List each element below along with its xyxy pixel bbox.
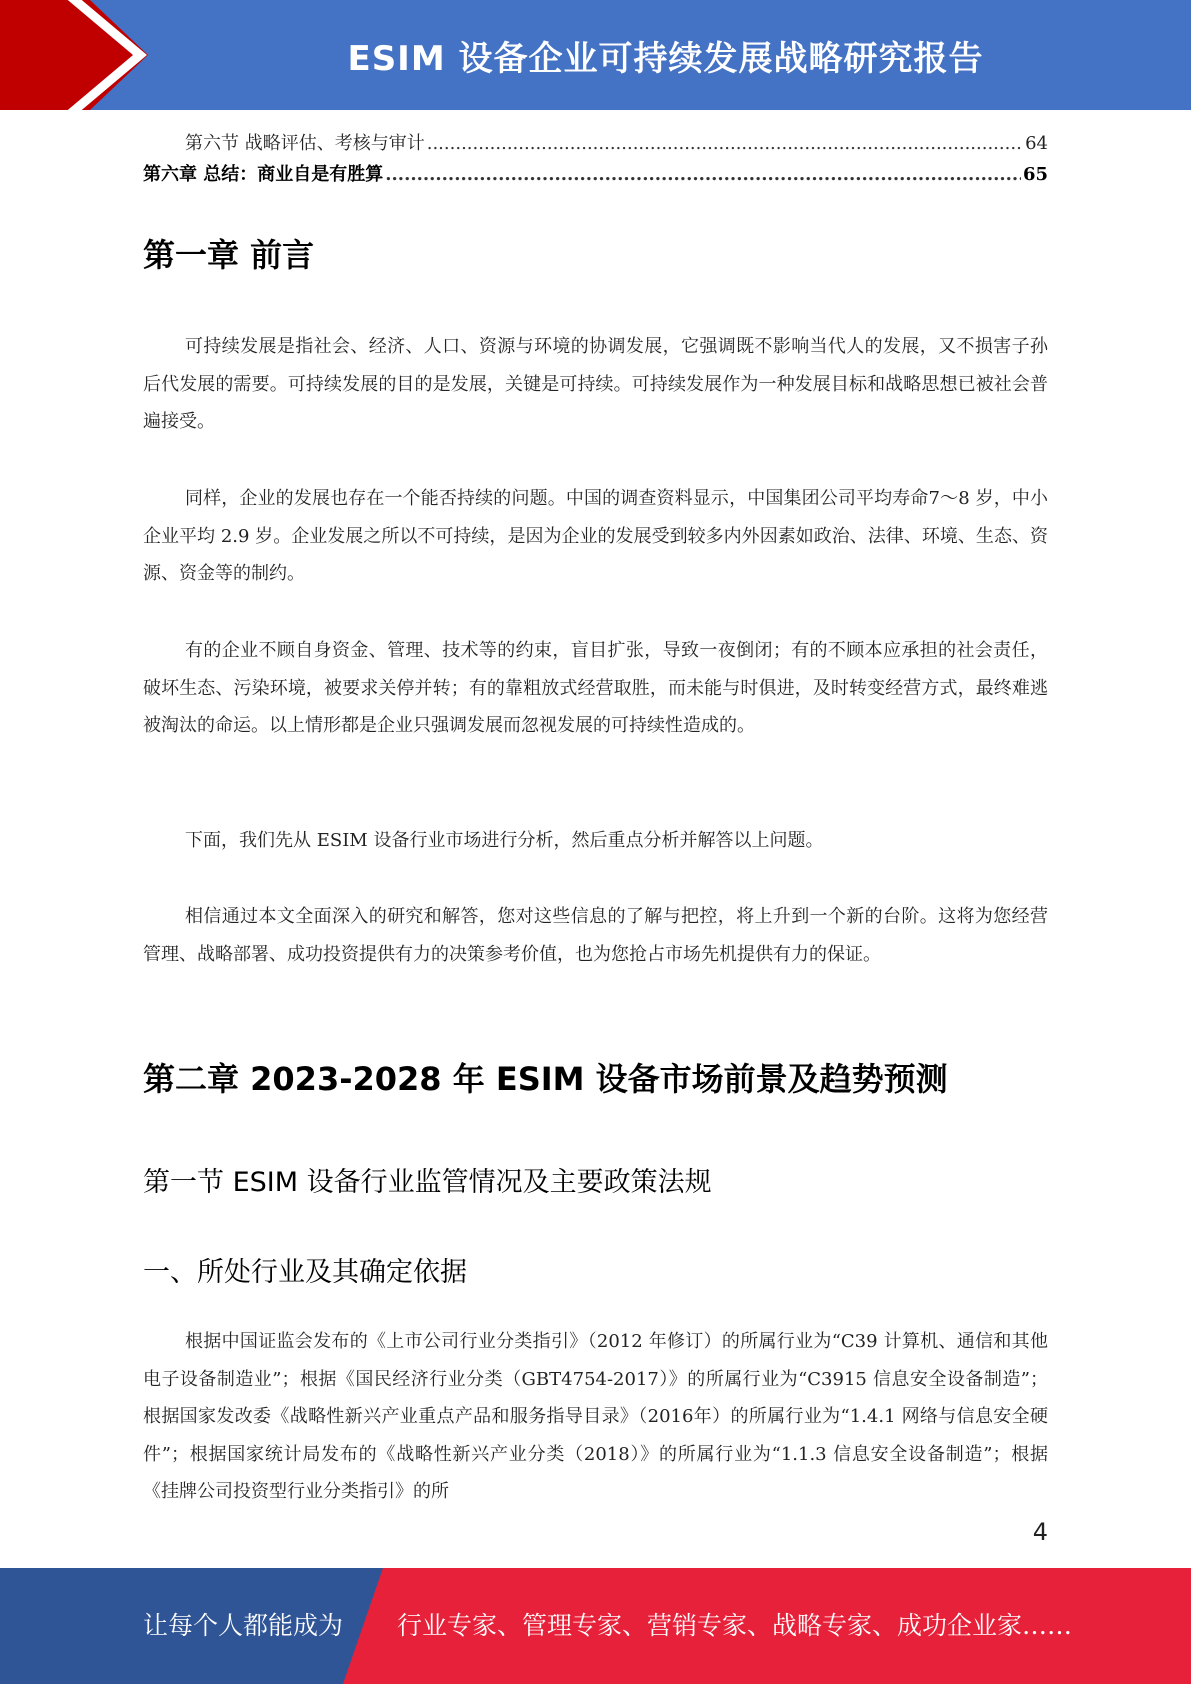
toc-entry-page: 64 xyxy=(1025,133,1048,154)
subsection-heading-block xyxy=(143,1250,1048,1289)
subsection-title: 一、所处行业及其确定依据 xyxy=(143,1257,467,1288)
footer-slogan-left: 让每个人都能成为 xyxy=(143,1611,344,1640)
report-title: ESIM 设备企业可持续发展战略研究报告 xyxy=(347,38,984,79)
body-paragraph: 同样，企业的发展也存在一个能否持续的问题。中国的调查资料显示，中国集团公司平均寿命7～8 岁，中小企业平均 2.9 岁。企业发展之所以不可持续，是因为企业的发展受到较多内外因素如政治、法律、环境、生态、资源、资金等的制约。 xyxy=(143,488,1048,584)
chapter-2-heading-block xyxy=(143,1054,1048,1100)
table-of-contents xyxy=(143,128,1048,190)
toc-entry[interactable] xyxy=(143,128,1048,159)
chapter-1-paragraph-2 xyxy=(143,480,1048,593)
chapter-1-paragraph-3 xyxy=(143,632,1048,745)
chapter-2-paragraph-1 xyxy=(143,1323,1048,1511)
chapter-title: 第一章 前言 xyxy=(143,236,315,274)
toc-entry-page: 65 xyxy=(1022,164,1048,185)
toc-leader-dots xyxy=(427,128,1023,159)
body-paragraph: 可持续发展是指社会、经济、人口、资源与环境的协调发展，它强调既不影响当代人的发展，又不损害子孙后代发展的需要。可持续发展的目的是发展，关键是可持续。可持续发展作为一种发展目标和战略思想已被社会普遍接受。 xyxy=(143,336,1048,432)
section-title: 第一节 ESIM 设备行业监管情况及主要政策法规 xyxy=(143,1167,712,1198)
toc-entry-label: 第六章 总结：商业自是有胜算 xyxy=(143,164,384,185)
body-paragraph: 相信通过本文全面深入的研究和解答，您对这些信息的了解与把控，将上升到一个新的台阶。这将为您经营管理、战略部署、成功投资提供有力的决策参考价值，也为您抢占市场先机提供有力的保证。 xyxy=(143,906,1048,965)
body-paragraph: 下面，我们先从 ESIM 设备行业市场进行分析，然后重点分析并解答以上问题。 xyxy=(185,830,824,851)
chapter-1-paragraph-4 xyxy=(143,822,1048,860)
chapter-1-heading-block xyxy=(143,230,1048,276)
chapter-1-paragraph-1 xyxy=(143,328,1048,441)
body-paragraph: 有的企业不顾自身资金、管理、技术等的约束，盲目扩张，导致一夜倒闭；有的不顾本应承担的社会责任，破坏生态、污染环境，被要求关停并转；有的靠粗放式经营取胜，而未能与时俱进，及时转变经营方式，最终难逃被淘汰的命运。以上情形都是企业只强调发展而忽视发展的可持续性造成的。 xyxy=(143,640,1048,736)
footer-slogan-right: 行业专家、管理专家、营销专家、战略专家、成功企业家…… xyxy=(397,1611,1073,1640)
page-number: 4 xyxy=(1032,1518,1048,1546)
footer-banner xyxy=(0,1568,1191,1684)
chapter-title: 第二章 2023-2028 年 ESIM 设备市场前景及趋势预测 xyxy=(143,1060,948,1098)
body-paragraph: 根据中国证监会发布的《上市公司行业分类指引》（2012 年修订）的所属行业为“C39 计算机、通信和其他电子设备制造业”；根据《国民经济行业分类（GBT4754-2017）》的所属行业为“C3915 信息安全设备制造”；根据国家发改委《战略性新兴产业重点产品和服务指导目录》（2016年）的所属行业为“1.4.1 网络与信息安全硬件”；根据国家统计局发布的《战略性新兴产业分类（2018）》的所属行业为“1.1.3 信息安全设备制造”；根据《挂牌公司投资型行业分类指引》的所 xyxy=(143,1331,1048,1502)
toc-entry-label: 第六节 战略评估、考核与审计 xyxy=(185,133,425,154)
toc-entry[interactable] xyxy=(143,159,1048,190)
toc-leader-dots xyxy=(385,159,1021,190)
header-banner xyxy=(0,0,1191,110)
section-heading-block xyxy=(143,1160,1048,1199)
chapter-1-paragraph-5 xyxy=(143,898,1048,973)
